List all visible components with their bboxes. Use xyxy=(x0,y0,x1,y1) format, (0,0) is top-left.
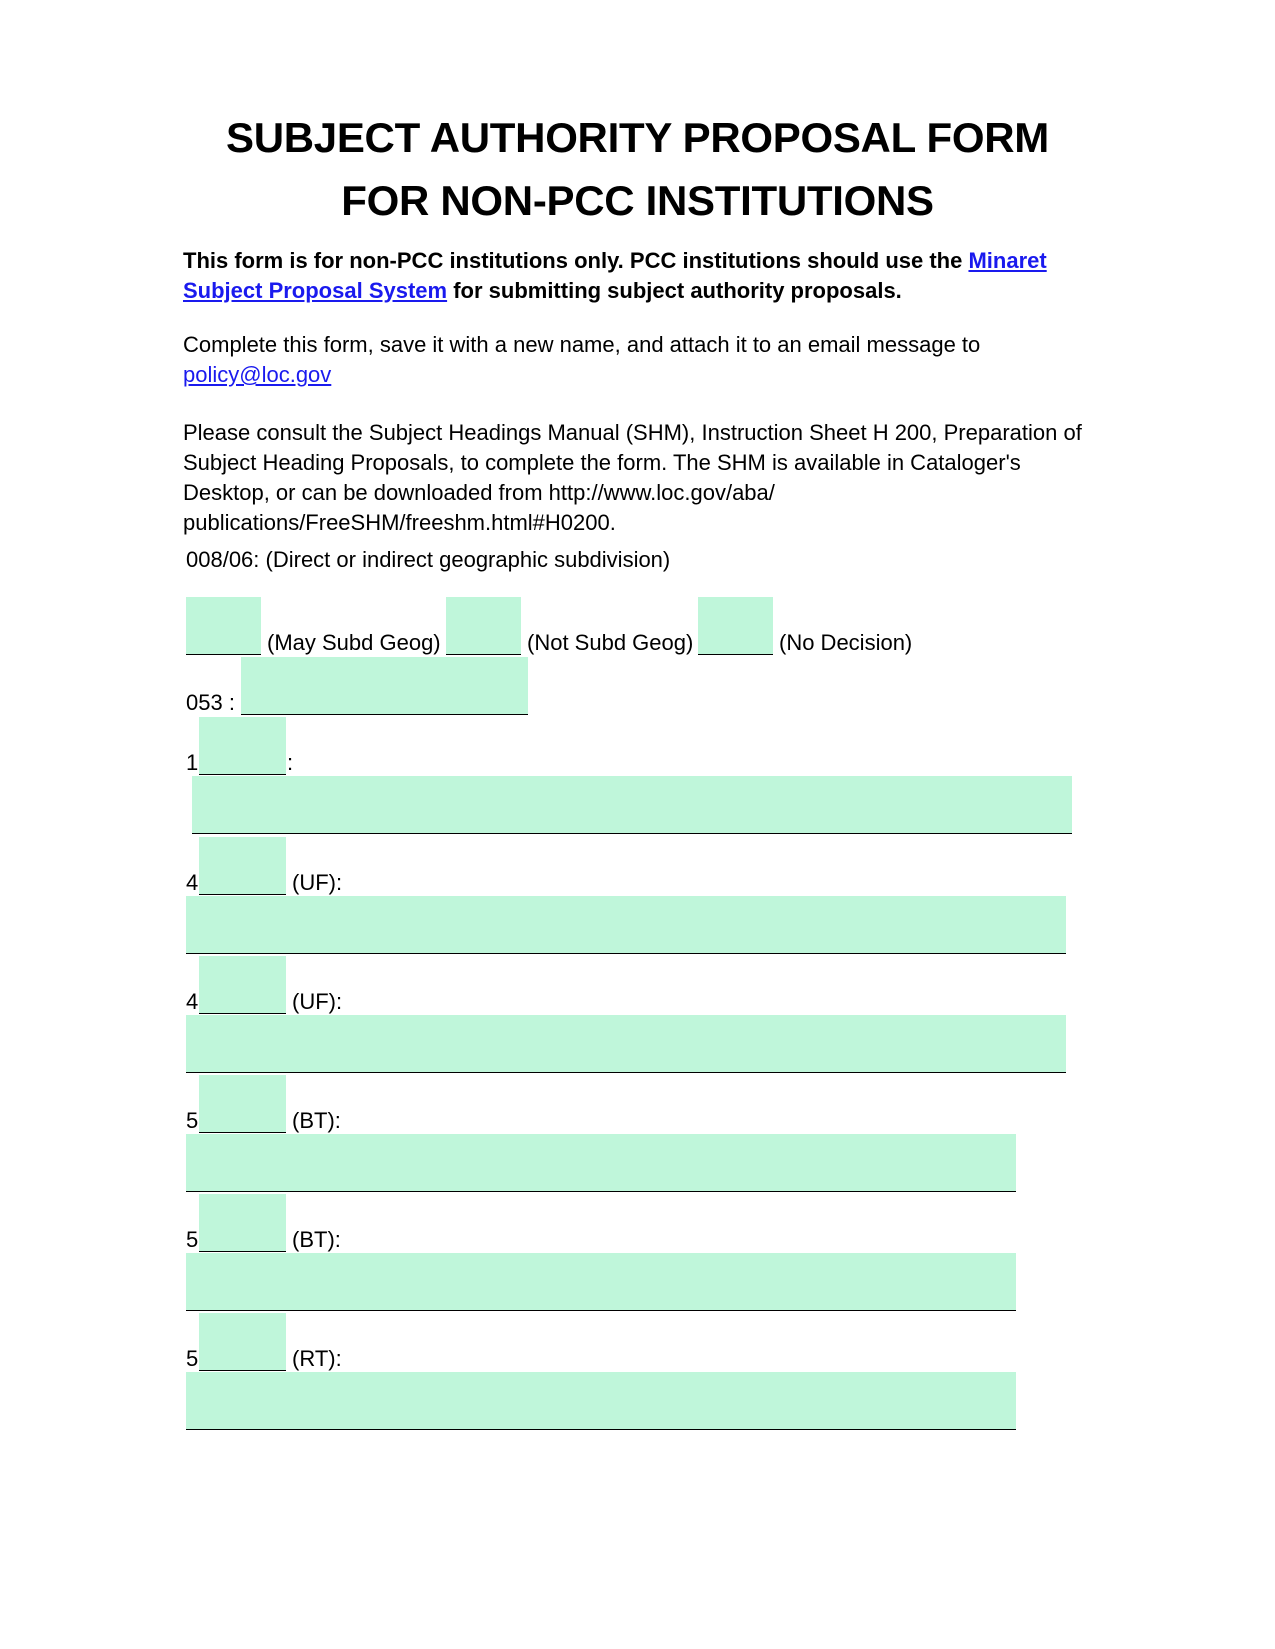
field-5xx-2-tag-input[interactable] xyxy=(199,1194,286,1252)
field-5xx-1-value-underline xyxy=(186,1191,1016,1192)
field-5xx-2-prefix: 5 xyxy=(186,1227,199,1252)
field-4xx-2-tag-underline xyxy=(199,1013,286,1014)
no-decision-underline xyxy=(698,654,773,655)
field-4xx-1-value-underline xyxy=(186,953,1066,954)
no-decision-label: (No Decision) xyxy=(779,630,913,655)
no-decision-field[interactable] xyxy=(698,597,773,655)
field-1xx-label: : xyxy=(287,750,294,775)
may-subd-geog-underline xyxy=(186,654,261,655)
field-5xx-2-tag-underline xyxy=(199,1251,286,1252)
not-subd-geog-label: (Not Subd Geog) xyxy=(527,630,694,655)
title-line-2: FOR NON-PCC INSTITUTIONS xyxy=(341,177,934,224)
field-5xx-rt-value-input[interactable] xyxy=(186,1372,1016,1430)
field-053-underline xyxy=(241,714,528,715)
field-1xx-tag-underline xyxy=(199,774,286,775)
consult-paragraph: Please consult the Subject Headings Manual (SHM), Instruction Sheet H 200, Preparation of Subject Heading Proposals, to complete the form. The SHM is available in Cataloger's Desktop, or can be downloaded from http://www.loc.gov/aba/ publications/FreeSHM/freeshm.html#H0200. xyxy=(183,420,1082,535)
email-link[interactable]: policy@loc.gov xyxy=(183,362,332,387)
field-4xx-1-tag-input[interactable] xyxy=(199,837,286,895)
field-5xx-1-tag-underline xyxy=(199,1132,286,1133)
field-1xx-tag-input[interactable] xyxy=(199,717,286,775)
intro-text-before: This form is for non-PCC institutions only. PCC institutions should use the xyxy=(183,248,969,273)
field-4xx-2-value-underline xyxy=(186,1072,1066,1073)
field-4xx-1-label: (UF): xyxy=(292,870,343,895)
field-5xx-1-value-input[interactable] xyxy=(186,1134,1016,1192)
field-5xx-rt-value-underline xyxy=(186,1429,1016,1430)
field-4xx-2-prefix: 4 xyxy=(186,989,199,1014)
may-subd-geog-label: (May Subd Geog) xyxy=(267,630,441,655)
field-5xx-rt-tag-input[interactable] xyxy=(199,1313,286,1371)
field-5xx-1-prefix: 5 xyxy=(186,1108,199,1133)
field-4xx-1-prefix: 4 xyxy=(186,870,199,895)
may-subd-geog-field[interactable] xyxy=(186,597,261,655)
field-5xx-1-label: (BT): xyxy=(292,1108,341,1133)
instructions-text: Complete this form, save it with a new name, and attach it to an email message to xyxy=(183,332,981,357)
field-053-label: 053 : xyxy=(186,690,235,715)
field-5xx-1-tag-input[interactable] xyxy=(199,1075,286,1133)
not-subd-geog-field[interactable] xyxy=(446,597,521,655)
field-053-input[interactable] xyxy=(241,657,528,715)
field-5xx-2-label: (BT): xyxy=(292,1227,341,1252)
field-4xx-1-value-input[interactable] xyxy=(186,896,1066,954)
field-1xx-value-underline xyxy=(192,833,1072,834)
field-5xx-2-value-input[interactable] xyxy=(186,1253,1016,1311)
field-1xx-value-input[interactable] xyxy=(192,776,1072,834)
form-title xyxy=(0,106,1275,232)
instructions-paragraph xyxy=(183,330,1083,390)
field-4xx-1-tag-underline xyxy=(199,894,286,895)
field-1xx-prefix: 1 xyxy=(186,750,199,775)
intro-text-after: for submitting subject authority proposals. xyxy=(447,278,902,303)
field-4xx-2-label: (UF): xyxy=(292,989,343,1014)
field-4xx-2-tag-input[interactable] xyxy=(199,956,286,1014)
field-5xx-rt-tag-underline xyxy=(199,1370,286,1371)
intro-paragraph xyxy=(183,246,1083,306)
not-subd-geog-underline xyxy=(446,654,521,655)
title-line-1: SUBJECT AUTHORITY PROPOSAL FORM xyxy=(226,114,1049,161)
minaret-link[interactable]: Minaret Subject Proposal System xyxy=(183,248,1047,303)
field-5xx-rt-label: (RT): xyxy=(292,1346,342,1371)
geo-subdivision-label: 008/06: (Direct or indirect geographic subdivision) xyxy=(186,547,671,572)
field-5xx-rt-prefix: 5 xyxy=(186,1346,199,1371)
field-4xx-2-value-input[interactable] xyxy=(186,1015,1066,1073)
field-5xx-2-value-underline xyxy=(186,1310,1016,1311)
